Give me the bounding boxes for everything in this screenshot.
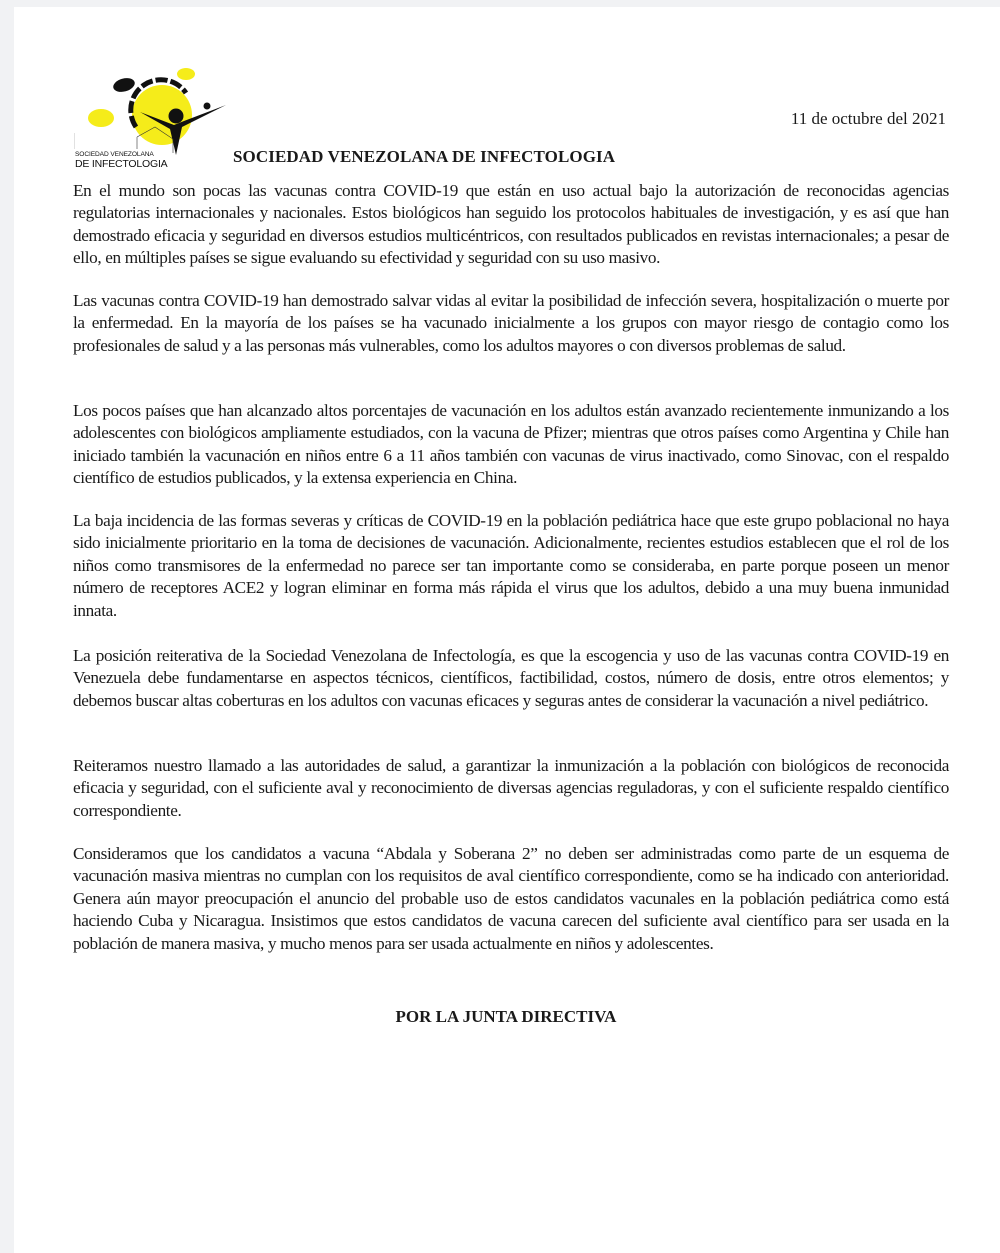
closing-signature: POR LA JUNTA DIRECTIVA xyxy=(395,1007,617,1026)
logo-black-dot-left xyxy=(112,76,137,94)
logo-emblem-icon xyxy=(74,65,234,155)
logo-yellow-dot-left xyxy=(88,109,114,127)
paragraph-4: La baja incidencia de las formas severas y críticas de COVID-19 en la población pediátrica hace que este grupo poblacional no haya sido inicialmente prioritario en la toma de decisiones de vacunación. Adicionalmente, recientes estudios establecen que el rol de los niños como transmisores de la enfermedad no parece ser tan importante como se consideraba, en parte porque poseen un menor número de receptores ACE2 y logran eliminar en forma más rápida el virus que los adultos, debido a una muy buena inmunidad innata. xyxy=(73,511,949,620)
paragraph-7: Consideramos que los candidatos a vacuna “Abdala y Soberana 2” no deben ser administradas como parte de un esquema de vacunación masiva mientras no cumplan con los requisitos de aval científico correspondiente, como se ha indicado con anterioridad. Genera aún mayor preocupación el anuncio del probable uso de estos candidatos vacunales en la población pediátrica como está haciendo Cuba y Nicaragua. Insistimos que estos candidatos de vacuna carecen del suficiente aval científico para ser usada en la población de manera masiva, y mucho menos para ser usada actualmente en niños y adolescentes. xyxy=(73,844,949,953)
paragraph-3: Los pocos países que han alcanzado altos porcentajes de vacunación en los adultos están avanzado recientemente inmunizando a los adolescentes con biológicos ampliamente estudiados, con la vacuna de Pfizer; mientras que otros países como Argentina y Chile han iniciado también la vacunación en niños entre 6 a 11 años también con vacunas de virus inactivado, como Sinovac, con el respaldo científico de estudios publicados, y la extensa experiencia en China. xyxy=(73,401,949,488)
logo-yellow-dot-top xyxy=(177,68,195,80)
paragraph-1: En el mundo son pocas las vacunas contra COVID-19 que están en uso actual bajo la autorización de reconocidas agencias regulatorias internacionales y nacionales. Estos biológicos han seguido los protocolos habituales de investigación, y es así que han demostrado eficacia y seguridad en diversos estudios multicéntricos, con resultados publicados en revistas internacionales; a pesar de ello, en múltiples países se sigue evaluando su efectividad y seguridad con su uso masivo. xyxy=(73,181,949,268)
paragraph-5: La posición reiterativa de la Sociedad Venezolana de Infectología, es que la escogencia y uso de las vacunas contra COVID-19 en Venezuela debe fundamentarse en aspectos técnicos, científicos, factibilidad, costos, número de dosis, entre otros elementos; y debemos buscar altas coberturas en los adultos con vacunas eficaces y seguras antes de considerar la vacunación a nivel pediátrico. xyxy=(73,646,949,710)
logo-text-line1: SOCIEDAD VENEZOLANA xyxy=(75,151,154,158)
logo-black-dot-right xyxy=(204,103,211,110)
organization-logo xyxy=(74,65,234,173)
paragraph-6: Reiteramos nuestro llamado a las autoridades de salud, a garantizar la inmunización a la población con biológicos de reconocida eficacia y seguridad, con el suficiente aval y reconocimiento de diversas agencias reguladoras, y con el suficiente respaldo científico correspondiente. xyxy=(73,756,949,820)
logo-figure-head xyxy=(169,109,184,124)
paragraph-2: Las vacunas contra COVID-19 han demostrado salvar vidas al evitar la posibilidad de infección severa, hospitalización o muerte por la enfermedad. En la mayoría de los países se ha vacunado inicialmente a los grupos con mayor riesgo de contagio como los profesionales de salud y a las personas más vulnerables, como los adultos mayores o con diversos problemas de salud. xyxy=(73,291,949,355)
logo-text-line2: DE INFECTOLOGIA xyxy=(75,158,168,170)
document-page xyxy=(14,7,1000,1253)
document-date: 11 de octubre del 2021 xyxy=(790,109,946,128)
document-title: SOCIEDAD VENEZOLANA DE INFECTOLOGIA xyxy=(233,147,616,166)
